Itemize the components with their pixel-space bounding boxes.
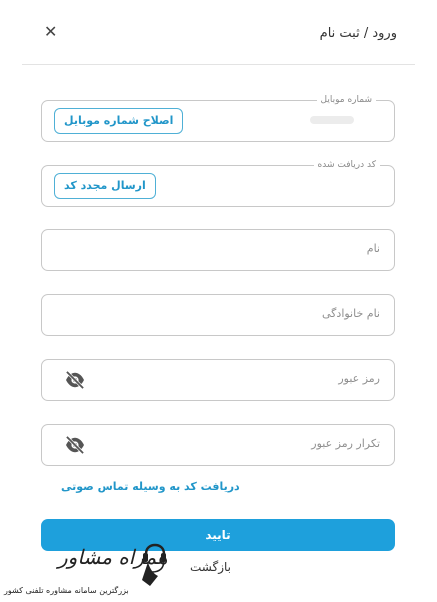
password-repeat-field[interactable]	[41, 424, 395, 466]
code-field[interactable]	[41, 160, 395, 207]
password-field[interactable]	[41, 359, 395, 401]
dialog-title: ورود / ثبت نام	[319, 26, 397, 41]
last-name-field[interactable]	[41, 294, 395, 336]
eye-off-icon[interactable]	[64, 436, 86, 454]
resend-code-button[interactable]: ارسال مجدد کد	[54, 173, 156, 199]
logo-name: همراه مشاور	[58, 545, 168, 569]
last-name-placeholder: نام خانوادگی	[322, 307, 380, 320]
dialog-header	[0, 0, 437, 66]
logo-tagline: بزرگترین سامانه مشاوره تلفنی کشور	[4, 586, 129, 595]
first-name-field[interactable]	[41, 229, 395, 271]
mobile-field[interactable]	[41, 95, 395, 142]
code-field-label: کد دریافت شده	[314, 158, 380, 172]
header-divider	[22, 64, 415, 65]
voice-call-code-link[interactable]: دریافت کد به وسیله تماس صوتی	[61, 480, 240, 493]
close-icon[interactable]: ✕	[44, 22, 58, 41]
eye-off-icon[interactable]	[64, 371, 86, 389]
mobile-value-masked	[310, 116, 354, 124]
edit-mobile-button[interactable]: اصلاح شماره موبایل	[54, 108, 183, 134]
password-placeholder: رمز عبور	[338, 372, 380, 385]
back-button[interactable]: بازگشت	[190, 560, 231, 574]
password-repeat-placeholder: تکرار رمز عبور	[311, 437, 380, 450]
mobile-field-label: شماره موبایل	[317, 93, 376, 107]
first-name-placeholder: نام	[366, 242, 380, 255]
submit-button[interactable]: تایید	[41, 519, 395, 551]
